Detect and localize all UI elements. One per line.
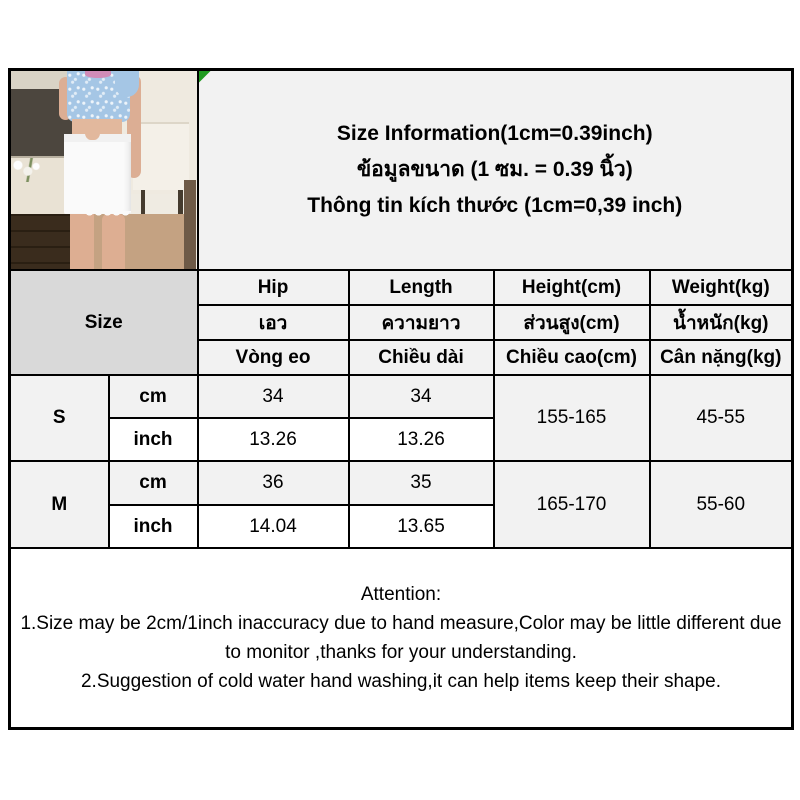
- size-s-cm-row: [10, 375, 793, 418]
- unit-cm-label-s: cm: [109, 375, 198, 418]
- col-header-height-vi: Chiều cao(cm): [494, 340, 650, 375]
- photo-scallop-hem: [67, 186, 99, 192]
- s-height-range: 155-165: [494, 375, 650, 461]
- attention-row: [10, 548, 793, 728]
- attention-heading: Attention:: [360, 583, 442, 605]
- photo-white-shorts: [64, 134, 131, 213]
- m-hip-inch: 14.04: [198, 505, 349, 548]
- m-weight-range: 55-60: [650, 461, 793, 548]
- title-row: [10, 70, 793, 271]
- photo-model-neck-trim: [85, 71, 111, 78]
- size-corner-label: Size: [10, 270, 198, 375]
- m-hip-cm: 36: [198, 461, 349, 505]
- col-header-length-en: Length: [349, 270, 494, 305]
- title-english: Size Information(1cm=0.39inch): [336, 122, 653, 145]
- photo-model-leg: [102, 214, 125, 269]
- attention-note-2: 2.Suggestion of cold water hand washing,it can help items keep their shape.: [80, 670, 722, 692]
- s-hip-inch: 13.26: [198, 418, 349, 461]
- m-length-inch: 13.65: [349, 505, 494, 548]
- product-photo: [11, 71, 197, 269]
- col-header-height-th: ส่วนสูง(cm): [494, 305, 650, 340]
- photo-model-hand: [85, 122, 100, 140]
- unit-inch-label-m: inch: [109, 505, 198, 548]
- attention-section: [10, 548, 793, 728]
- s-length-cm: 34: [349, 375, 494, 418]
- unit-inch-label-s: inch: [109, 418, 198, 461]
- col-header-weight-vi: Cân nặng(kg): [650, 340, 793, 375]
- title-vietnamese: Thông tin kích thước (1cm=0,39 inch): [307, 194, 683, 217]
- product-photo-cell: [10, 70, 198, 271]
- title-thai: ข้อมูลขนาด (1 ซม. = 0.39 นิ้ว): [356, 158, 633, 181]
- col-header-weight-th: น้ำหนัก(kg): [650, 305, 793, 340]
- size-label-m: M: [10, 461, 109, 548]
- col-header-hip-en: Hip: [198, 270, 349, 305]
- col-header-length-th: ความยาว: [349, 305, 494, 340]
- cell-corner-marker-icon: [199, 71, 211, 83]
- photo-wood-dresser: [11, 214, 70, 269]
- col-header-weight-en: Weight(kg): [650, 270, 793, 305]
- photo-scallop-hem: [85, 211, 130, 217]
- photo-curtain: [184, 180, 197, 269]
- col-header-hip-vi: Vòng eo: [198, 340, 349, 375]
- size-label-s: S: [10, 375, 109, 461]
- s-weight-range: 45-55: [650, 375, 793, 461]
- size-information-table: [8, 68, 794, 730]
- title-cell: [198, 70, 793, 271]
- attention-note-1: 1.Size may be 2cm/1inch inaccuracy due to hand measure,Color may be little different due to monitor ,thanks for your understanding.: [20, 612, 782, 663]
- m-length-cm: 35: [349, 461, 494, 505]
- m-height-range: 165-170: [494, 461, 650, 548]
- photo-model-sleeve: [115, 71, 139, 97]
- size-m-cm-row: [10, 461, 793, 505]
- photo-flowers: [13, 158, 46, 182]
- photo-nightstand: [133, 122, 189, 189]
- s-length-inch: 13.26: [349, 418, 494, 461]
- header-row-english: [10, 270, 793, 305]
- s-hip-cm: 34: [198, 375, 349, 418]
- unit-cm-label-m: cm: [109, 461, 198, 505]
- col-header-length-vi: Chiều dài: [349, 340, 494, 375]
- col-header-hip-th: เอว: [198, 305, 349, 340]
- col-header-height-en: Height(cm): [494, 270, 650, 305]
